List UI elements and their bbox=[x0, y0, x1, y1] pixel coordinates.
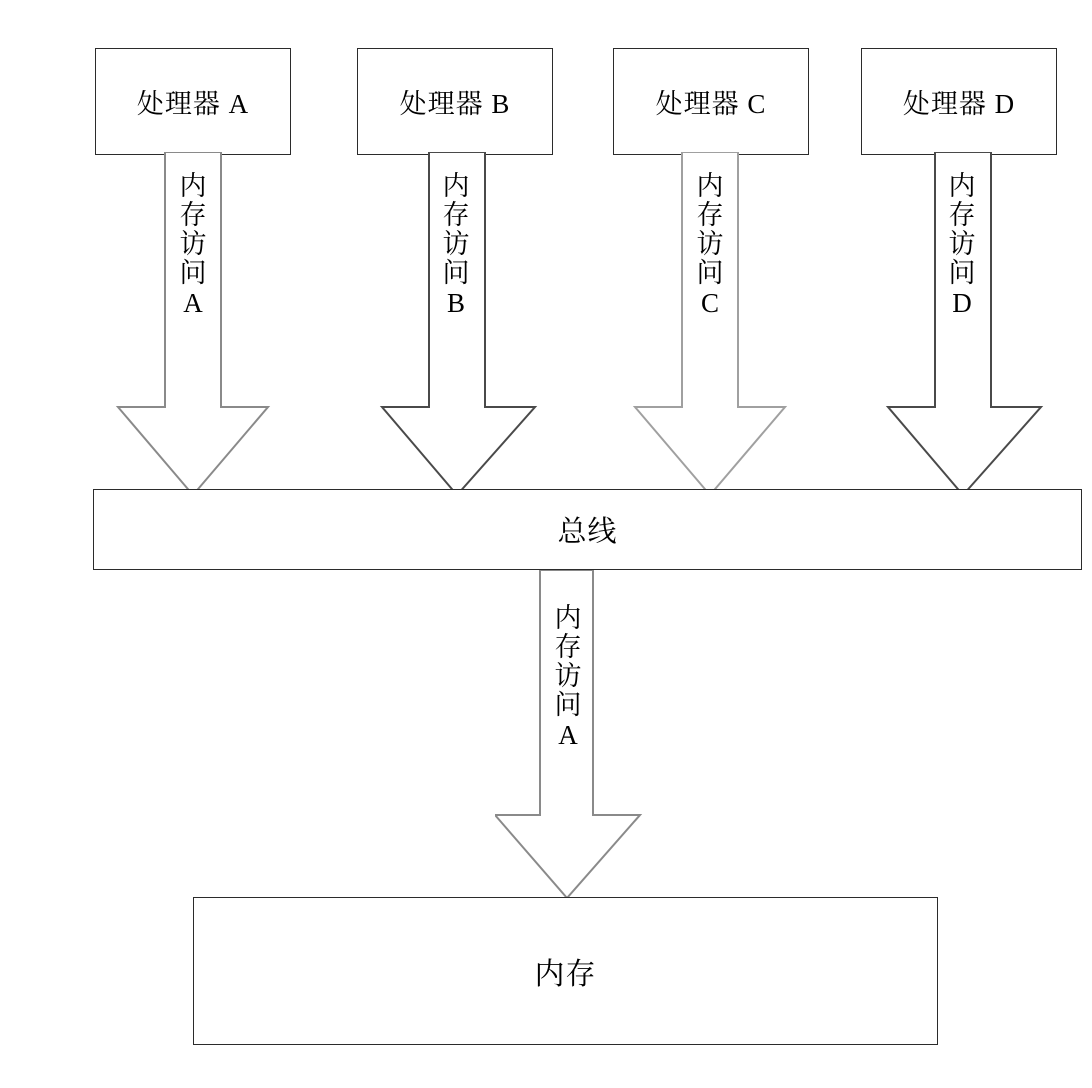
arrow-label-bus-memory: 内 存 访 问 A bbox=[554, 603, 582, 750]
arrow-label-a: 内 存 访 问 A bbox=[179, 171, 207, 318]
arrow-label-d: 内 存 访 问 D bbox=[948, 171, 976, 318]
processor-box-b bbox=[357, 48, 553, 155]
bus-label: 总线 bbox=[557, 516, 618, 548]
memory-box bbox=[193, 897, 938, 1045]
bus-box bbox=[93, 489, 1082, 570]
memory-label: 内存 bbox=[534, 958, 597, 991]
processor-label-d: 处理器 D bbox=[902, 89, 1016, 119]
processor-label-b: 处理器 B bbox=[399, 89, 511, 119]
processor-box-c bbox=[613, 48, 809, 155]
arrow-label-c: 内 存 访 问 C bbox=[696, 171, 724, 318]
processor-box-a bbox=[95, 48, 291, 155]
processor-box-d bbox=[861, 48, 1057, 155]
processor-label-a: 处理器 A bbox=[136, 89, 250, 119]
processor-label-c: 处理器 C bbox=[655, 89, 767, 119]
arrow-label-b: 内 存 访 问 B bbox=[442, 171, 470, 318]
